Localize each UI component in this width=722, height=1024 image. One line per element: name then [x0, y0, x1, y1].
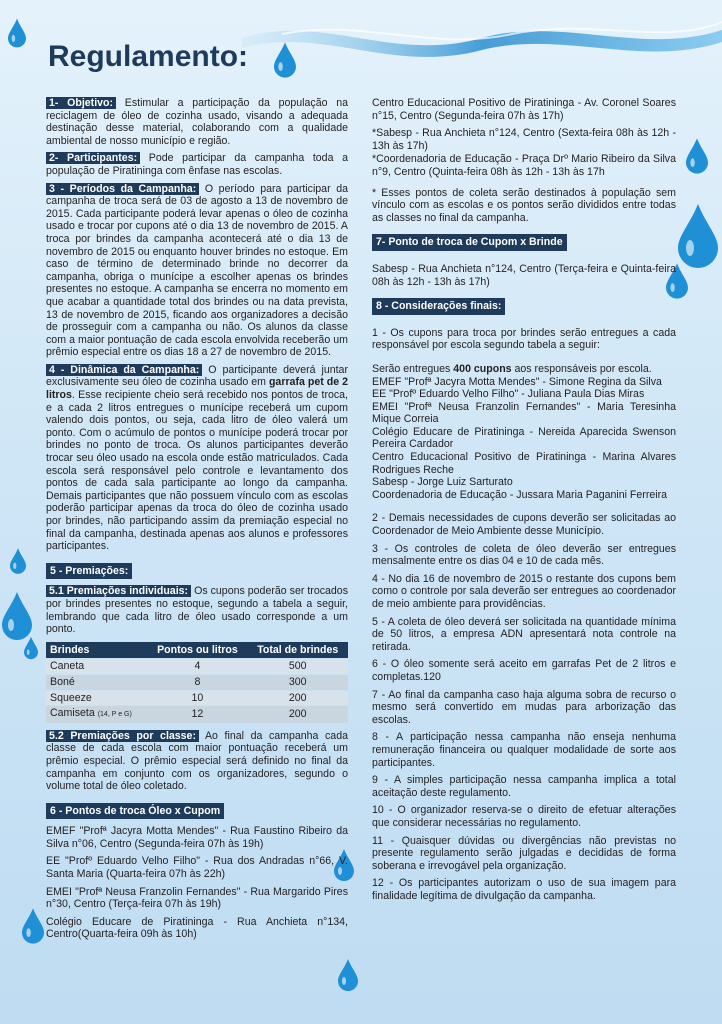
prizes-table: [46, 641, 348, 724]
section-periods: [46, 183, 348, 359]
responsible-item: EE "Profº Eduardo Velho Filho" - Juliana Paula Dias Miras: [372, 388, 645, 401]
water-drop-icon: [338, 958, 358, 992]
water-drop-icon: [8, 18, 26, 48]
page-title: Regulamento:: [48, 40, 249, 73]
consideration-item: 5 - A coleta de óleo deverá ser solicitada na quantidade mínima de 50 litros, a empresa ADN apresentará nota controle na retirada.: [372, 615, 676, 653]
prize-item: Boné: [50, 675, 75, 688]
participants-text: Pode participar da campanha toda a população de Piratininga com ênfase nas escolas.: [46, 152, 348, 177]
exchange-points-header: 6 - Pontos de troca Óleo x Cupom: [46, 803, 224, 820]
class-awards-text: Ao final da campanha cada classe de cada escola com maior pontuação receberá um prêmio especial. O prêmio especial será definido no final da campanha em conjunto com os organizadores, segundo o volume total de óleo coletado.: [46, 729, 348, 793]
participants-label: 2- Participantes:: [46, 152, 140, 164]
section-individual-awards: [46, 585, 348, 635]
exchange-point-item: EMEF "Profª Jacyra Motta Mendes" - Rua Faustino Ribeiro da Silva n°06, Centro (Segunda-feira 07h às 19h): [46, 825, 348, 850]
exchange-point-item: Colégio Educare de Piratininga - Rua Anchieta n°134, Centro(Quarta-feira 09h às 10h): [46, 915, 348, 941]
col-prize: Brindes: [46, 642, 147, 659]
exchange-point-item: *Coordenadoria de Educação - Praça Drº Mario Ribeiro da Silva n°9, Centro (Quinta-feira 08h às 12h - 13h às 17h: [372, 153, 676, 178]
consideration-item: 12 - Os participantes autorizam o uso de sua imagem para finalidade legítima de divulgação da campanha.: [372, 877, 676, 902]
table-row: [46, 675, 348, 690]
consideration-item: 3 - Os controles de coleta de óleo deverão ser entregues mensalmente entre os dias 04 e 10 de cada mês.: [372, 542, 676, 568]
prize-item: Camiseta: [50, 707, 95, 720]
prize-name: [46, 691, 147, 706]
table-row: [46, 706, 348, 723]
table-row: [46, 691, 348, 706]
water-drop-icon: [686, 138, 708, 174]
consideration-item: 11 - Quaisquer dúvidas ou divergências não previstas no presente regulamento serão julgadas e decididas de forma soberana e irrevogável pela organização.: [372, 834, 676, 872]
prize-item: Squeeze: [50, 691, 92, 704]
responsible-item: Sabesp - Jorge Luiz Sarturato: [372, 476, 513, 489]
prize-points: 4: [147, 659, 247, 674]
consideration-intro: 1 - Os cupons para troca por brindes serão entregues a cada responsável por escola segundo tabela a seguir:: [372, 326, 676, 352]
prize-size-note: (14, P e G): [97, 711, 132, 719]
exchange-point-item: EE "Profº Eduardo Velho Filho" - Rua dos Andradas n°66, V. Santa Maria (Quarta-feira 07h às 22h): [46, 855, 348, 881]
col-points: Pontos ou litros: [147, 642, 247, 659]
water-drop-icon: [10, 548, 26, 574]
responsible-item: Coordenadoria de Educação - Jussara Maria Paganini Ferreira: [372, 488, 668, 501]
dynamics-text-a: O participante deverá juntar exclusivamente seu óleo de cozinha usado em: [46, 363, 348, 389]
responsible-item: EMEI "Profª Neusa Franzolin Fernandes" - Maria Teresinha Mique Correia: [372, 400, 676, 426]
objective-text: Estimular a participação da população na reciclagem de óleo de cozinha usado, visando a adequada destinação desse material, colaborando com a qualidade ambiental de nosso município e região.: [46, 97, 348, 147]
exchange-point-item: Centro Educacional Positivo de Piratininga - Av. Coronel Soares n°15, Centro (Segunda-feira 07h às 17h): [372, 97, 676, 122]
objective-label: 1- Objetivo:: [46, 97, 116, 109]
consideration-item: 2 - Demais necessidades de cupons deverão ser solicitadas ao Coordenador de Meio Ambiente desse Município.: [372, 512, 676, 538]
consideration-item: 10 - O organizador reserva-se o direito de efetuar alterações que considerar necessárias no regulamento.: [372, 804, 676, 829]
periods-label: 3 - Períodos da Campanha:: [46, 183, 199, 195]
coupon-exchange-header: 7- Ponto de troca de Cupom x Brinde: [372, 234, 567, 251]
delivered-text-b: aos responsáveis por escola.: [511, 362, 652, 375]
water-drop-icon: [24, 636, 38, 660]
coupon-exchange-text: Sabesp - Rua Anchieta n°124, Centro (Terça-feira e Quinta-feira 08h às 12h - 13h às 17h): [372, 262, 676, 288]
section-dynamics: [46, 364, 348, 553]
consideration-item: 7 - Ao final da campanha caso haja alguma sobra de recurso o mesmo será convertido em mudas para arborização das escolas.: [372, 688, 676, 726]
prizes-table-header: [46, 642, 348, 659]
prize-name: [46, 706, 147, 723]
delivered-text-a: Serão entregues: [372, 362, 454, 375]
prize-name: [46, 659, 147, 674]
dynamics-bold: garrafa pet de 2 litros: [46, 376, 348, 402]
exchange-point-item: *Sabesp - Rua Anchieta n°124, Centro (Sexta-feira 08h às 12h - 13h às 17h): [372, 127, 676, 152]
prize-points: 10: [147, 691, 247, 706]
consideration-item: 6 - O óleo somente será aceito em garrafas Pet de 2 litros e completas.120: [372, 658, 676, 683]
dynamics-label: 4 - Dinâmica da Campanha:: [46, 364, 202, 376]
water-drop-icon: [22, 908, 44, 944]
exchange-point-item: EMEI "Profª Neusa Franzolin Fernandes" - Rua Margarido Pires n°30, Centro (Terça-feira 07h às 19h): [46, 885, 348, 911]
section-participants: [46, 152, 348, 177]
individual-awards-text: Os cupons poderão ser trocados por brindes presentes no estoque, segundo a tabela a seguir, lembrando que cada litro de óleo usado corresponde a um ponto.: [46, 585, 348, 636]
prize-points: 12: [147, 706, 247, 723]
final-considerations-header: 8 - Considerações finais:: [372, 298, 505, 315]
water-drop-icon: [274, 42, 296, 78]
responsible-item: Centro Educacional Positivo de Piratininga - Marina Alvares Rodrigues Reche: [372, 451, 676, 476]
col-total: Total de brindes: [247, 642, 348, 659]
dynamics-text-b: . Esse recipiente cheio será recebido nos pontos de troca, e a cada 2 litros entregues o munícipe receberá um cupom valendo dois pontos, ou seja, cada litro de óleo valerá um ponto. Com o acúmulo de pontos o munícipe poderá trocar por brindes no ponto de troca. Os alunos participantes deverão trocar seu óleo usado na escola onde estão matriculados. Cada escola será responsável pelo controle e levantamento dos pontos de cada sala participante ao longo da campanha. Demais participantes que não possuem vínculo com as escolas poderão participar apenas da troca do óleo de cozinha usado por brindes, não participando assim da premiação especial no final da campanha, destinada apenas aos alunos e professores participantes.: [46, 389, 348, 553]
prize-item: Caneta: [50, 660, 85, 673]
section-objective: [46, 97, 348, 147]
individual-awards-label: 5.1 Premiações individuais:: [46, 585, 191, 597]
responsible-item: Colégio Educare de Piratininga - Nereida Aparecida Swenson Pereira Cardador: [372, 425, 676, 451]
prize-total: 300: [247, 675, 348, 690]
responsible-item: EMEF "Profª Jacyra Motta Mendes" - Simone Regina da Silva: [372, 375, 662, 388]
left-column: [46, 97, 348, 946]
prize-points: 8: [147, 675, 247, 690]
awards-header: 5 - Premiações:: [46, 563, 132, 580]
section-class-awards: [46, 730, 348, 793]
consideration-item: 9 - A simples participação nessa campanha implica a total aceitação deste regulamento.: [372, 774, 676, 799]
table-row: [46, 659, 348, 674]
right-column: [372, 97, 676, 907]
periods-text: O período para participar da campanha de troca será de 03 de agosto a 13 de novembro de 2015. Cada participante poderá levar apenas o óleo de cozinha usado e trocar por cupons até o dia 13 de novembro de 2015. A troca por brindes da campanha acontecerá até o dia 13 de novembro de 2015 ou enquanto houver brindes no estoque. Em caso de término de determinado brinde no decorrer da campanha, obriga o munícipe a escolher apenas os brindes presentes no estoque. A campanha se encerra no momento em que acabar a quantidade total dos brindes ou na data prevista, 13 de novembro de 2015, ficando aos organizadores a decisão de prosseguir com a campanha ou não. Os alunos da classe com a maior pontuação de cada escola envolvida receberão um prêmio especial entre os dias 18 a 27 de novembro de 2015.: [46, 182, 348, 359]
coupons-delivered: [372, 363, 676, 376]
prize-total: 500: [247, 659, 348, 674]
consideration-item: 8 - A participação nessa campanha não enseja nenhuma remuneração financeira ou qualquer modalidade de sorte aos participantes.: [372, 731, 676, 769]
prize-total: 200: [247, 691, 348, 706]
class-awards-label: 5.2 Premiações por classe:: [46, 730, 199, 742]
exchange-points-note: * Esses pontos de coleta serão destinados à população sem vínculo com as escolas e os pontos serão divididos entre todas as classes no final da campanha.: [372, 186, 676, 224]
water-wave-splash: [242, 8, 722, 68]
delivered-bold: 400 cupons: [453, 362, 512, 375]
consideration-item: 4 - No dia 16 de novembro de 2015 o restante dos cupons bem como o controle por sala deverão ser entregues ao coordenador de meio ambiente para providências.: [372, 572, 676, 610]
prize-name: [46, 675, 147, 690]
prize-total: 200: [247, 706, 348, 723]
